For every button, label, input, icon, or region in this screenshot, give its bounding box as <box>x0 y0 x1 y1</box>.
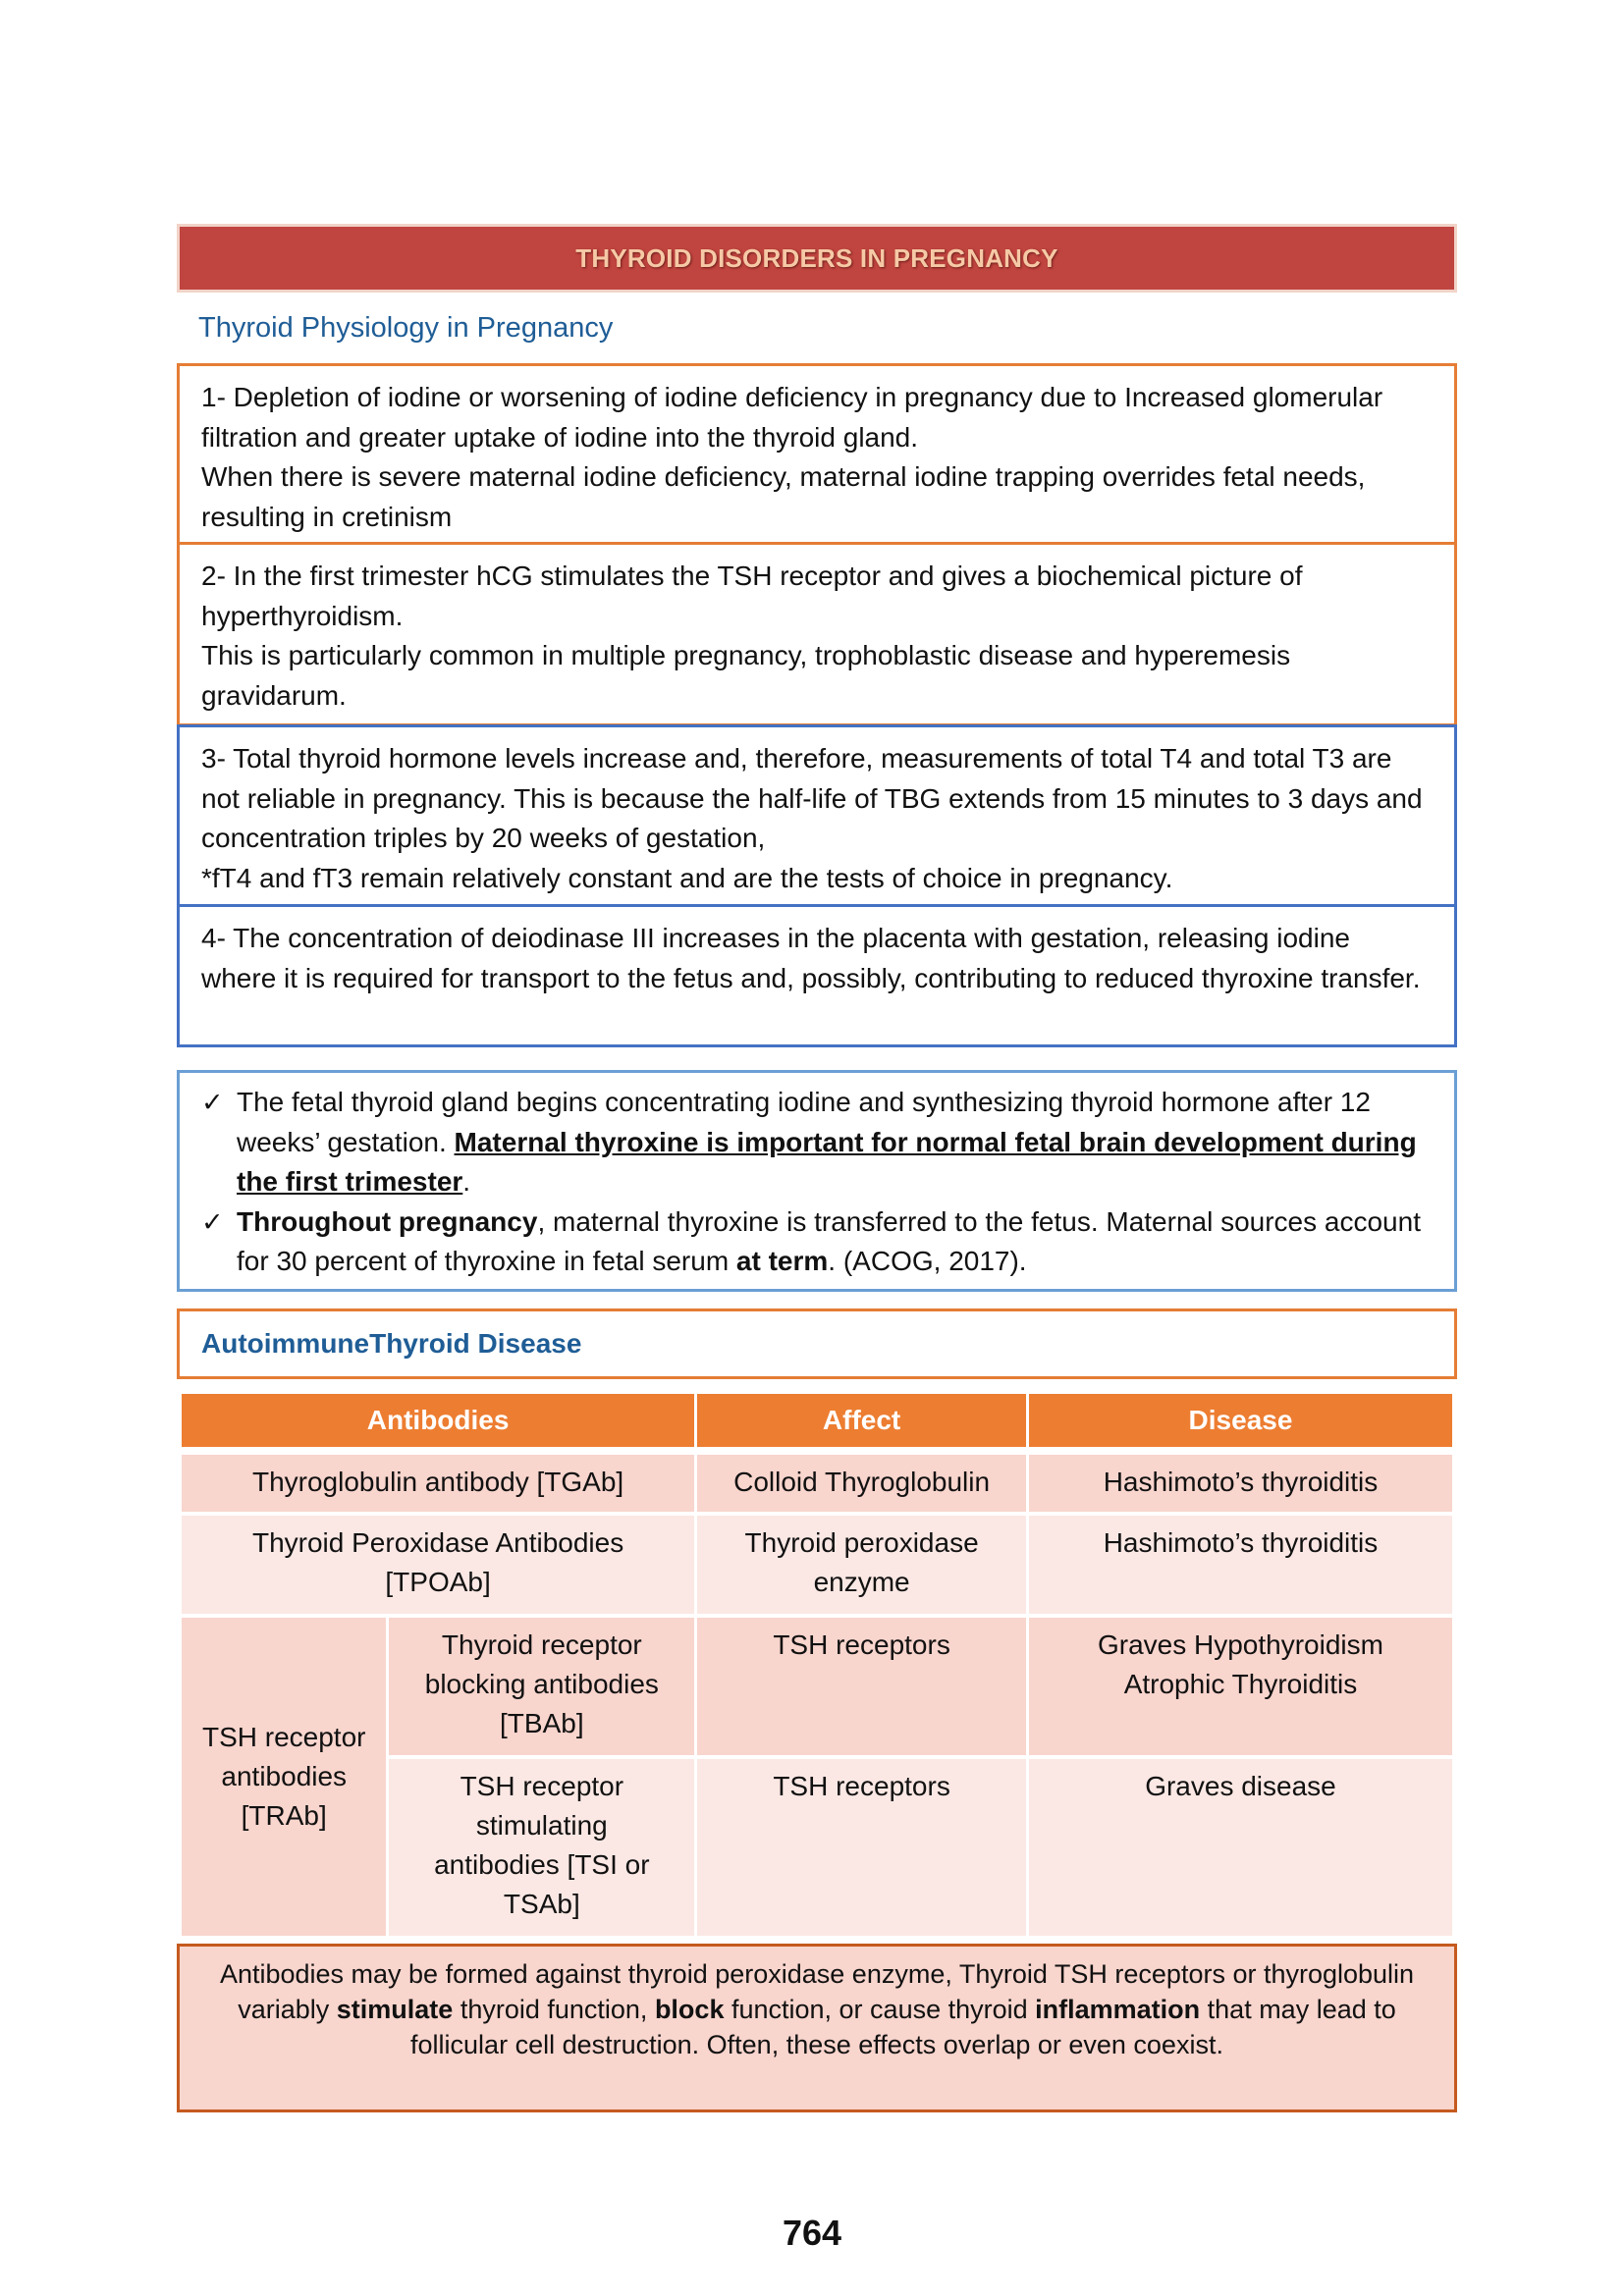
table-row <box>182 1618 1452 1759</box>
table-row <box>182 1516 1452 1618</box>
affect-cell: Colloid Thyroglobulin <box>697 1455 1026 1516</box>
disease-line: Graves Hypothyroidism <box>1097 1629 1383 1660</box>
page-title: THYROID DISORDERS IN PREGNANCY <box>575 242 1058 273</box>
emphasis-text: stimulate <box>336 1995 454 2024</box>
emphasis-text: inflammation <box>1035 1995 1201 2024</box>
antibody-cell: Thyroid Peroxidase Antibodies [TPOAb] <box>182 1516 694 1618</box>
point-text: 3- Total thyroid hormone levels increase and, therefore, measurements of total T4 and total T3 are not reliable in pregnancy. This is because the half-life of TBG extends from 15 minutes to 3 days and concentration triples by 20 weeks of gestation, <box>201 743 1423 853</box>
note-text: The fetal thyroid gland begins concentrating iodine and synthesizing thyroid hormone after 12 weeks’ gestation. <box>237 1087 1371 1157</box>
antibody-cell: Thyroid receptor blocking antibodies [TBAb] <box>389 1618 694 1759</box>
disease-cell: Hashimoto’s thyroiditis <box>1029 1455 1452 1516</box>
emphasis-text: block <box>654 1995 725 2024</box>
point-text: 1- Depletion of iodine or worsening of iodine deficiency in pregnancy due to Increased glomerular filtration and greater uptake of iodine into the thyroid gland. <box>201 382 1383 453</box>
column-header-antibodies: Antibodies <box>182 1394 694 1455</box>
emphasis-text: at term <box>735 1246 829 1276</box>
affect-cell: Thyroid peroxidase enzyme <box>697 1516 1026 1618</box>
emphasis-text: Maternal thyroxine is important for normal fetal brain development during the first trimester <box>237 1126 1417 1197</box>
section-heading-autoimmune: AutoimmuneThyroid Disease <box>201 1328 582 1359</box>
section-heading-physiology: Thyroid Physiology in Pregnancy <box>198 312 614 344</box>
antibody-cell: Thyroglobulin antibody [TGAb] <box>182 1455 694 1516</box>
disease-cell: Graves disease <box>1029 1759 1452 1940</box>
disease-line: Atrophic Thyroiditis <box>1123 1669 1358 1699</box>
fetal-notes-list <box>201 1083 1433 1282</box>
antibody-group-cell: TSH receptor antibodies [TRAb] <box>182 1618 386 1940</box>
fetal-notes-box <box>177 1070 1457 1292</box>
check-icon: ✓ <box>201 1206 224 1237</box>
point-text: *fT4 and fT3 remain relatively constant and are the tests of choice in pregnancy. <box>201 862 1173 893</box>
physiology-point-4 <box>177 904 1457 1047</box>
autoimmune-heading-box <box>177 1308 1457 1379</box>
antibodies-table <box>179 1394 1455 1940</box>
physiology-point-1 <box>177 363 1457 545</box>
point-text: 2- In the first trimester hCG stimulates the TSH receptor and gives a biochemical picture of hyperthyroidism. <box>201 561 1303 631</box>
affect-cell: TSH receptors <box>697 1618 1026 1759</box>
emphasis-text: Throughout pregnancy <box>237 1205 538 1237</box>
note-text: . (ACOG, 2017). <box>828 1246 1027 1276</box>
note-text: , maternal thyroxine is transferred to the fetus. Maternal sources account for 30 percent of thyroxine in fetal serum <box>237 1205 1421 1276</box>
table-row <box>182 1455 1452 1516</box>
page-number: 764 <box>782 2213 842 2253</box>
check-icon: ✓ <box>201 1088 224 1117</box>
disease-cell <box>1029 1618 1452 1759</box>
column-header-affect: Affect <box>697 1394 1026 1455</box>
note-text: thyroid function, <box>453 1995 655 2024</box>
column-header-disease: Disease <box>1029 1394 1452 1455</box>
fetal-note-item <box>201 1202 1433 1282</box>
note-text: that may lead to follicular cell destruction. Often, these effects overlap or even coexist. <box>410 1995 1396 2059</box>
point-text: This is particularly common in multiple pregnancy, trophoblastic disease and hyperemesis gravidarum. <box>201 640 1291 711</box>
note-text: . <box>462 1166 471 1197</box>
note-text: function, or cause thyroid <box>724 1995 1036 2024</box>
fetal-note-item <box>201 1083 1433 1202</box>
page-title-bar <box>177 224 1457 293</box>
affect-cell: TSH receptors <box>697 1759 1026 1940</box>
antibody-cell: TSH receptor stimulating antibodies [TSI or TSAb] <box>389 1759 694 1940</box>
disease-cell: Hashimoto’s thyroiditis <box>1029 1516 1452 1618</box>
note-text: Antibodies may be formed against thyroid peroxidase enzyme, Thyroid TSH receptors or thyroglobulin variably <box>219 1959 1415 2024</box>
point-text: When there is severe maternal iodine deficiency, maternal iodine trapping overrides fetal needs, resulting in cretinism <box>201 461 1366 532</box>
antibodies-note-box <box>177 1944 1457 2112</box>
point-text: 4- The concentration of deiodinase III increases in the placenta with gestation, releasing iodine where it is required for transport to the fetus and, possibly, contributing to reduced thyroxine transfer. <box>201 923 1421 993</box>
table-header-row <box>182 1394 1452 1455</box>
physiology-point-2 <box>177 542 1457 726</box>
physiology-point-3 <box>177 724 1457 907</box>
